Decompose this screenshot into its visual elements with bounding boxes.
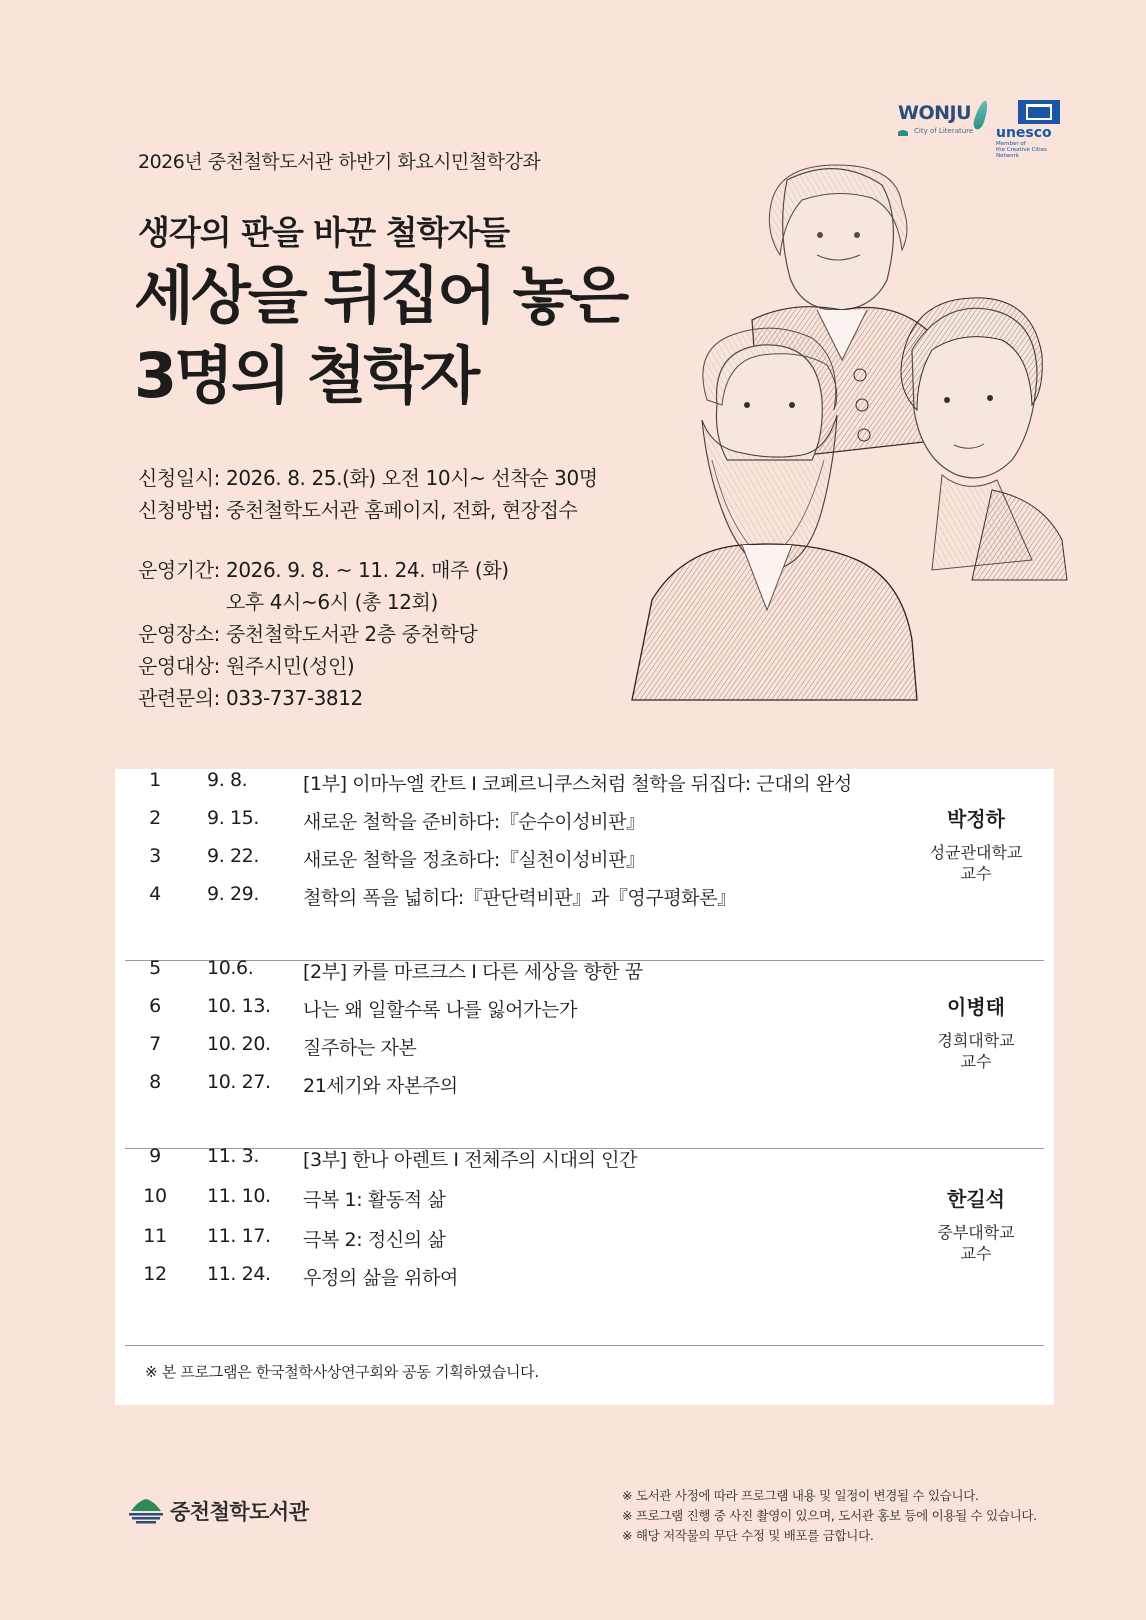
unesco-temple-icon: [1018, 100, 1060, 124]
wonju-logo-tagline: City of Literature: [914, 127, 974, 135]
library-mountain-icon: [128, 1497, 164, 1525]
wonju-logo: [898, 102, 990, 154]
info-block: [138, 462, 598, 714]
session-number: 2: [149, 807, 161, 829]
main-title-line-2: 3명의 철학자: [134, 339, 478, 412]
unesco-logo-text: unesco: [996, 125, 1052, 141]
lecturer-title: 교수: [960, 1052, 992, 1071]
session-topic: 철학의 폭을 넓히다:『판단력비판』과『영구평화론』: [303, 887, 736, 909]
lecturer-info: [885, 803, 1067, 884]
notice-line: ※ 도서관 사정에 따라 프로그램 내용 및 일정이 변경될 수 있습니다.: [622, 1488, 979, 1503]
philosophers-portrait-illustration: [612, 160, 1082, 720]
info-value: 033-737-3812: [226, 686, 363, 710]
session-date: 11. 17.: [207, 1225, 271, 1247]
arendt-portrait: [901, 298, 1067, 580]
session-number: 12: [143, 1263, 167, 1285]
session-number: 5: [149, 957, 161, 979]
section-divider: [125, 1345, 1044, 1346]
library-logo: [128, 1496, 309, 1526]
book-icon: [898, 128, 908, 136]
lecturer-name: 이병태: [947, 995, 1005, 1019]
subtitle: 생각의 판을 바꾼 철학자들: [138, 213, 510, 252]
info-value: 원주시민(성인): [226, 654, 355, 678]
program-note: ※ 본 프로그램은 한국철학사상연구회와 공동 기획하였습니다.: [145, 1363, 539, 1381]
main-title: [134, 256, 626, 416]
unesco-logo: [996, 100, 1060, 158]
info-contact: [138, 682, 598, 714]
main-title-line-1: 세상을 뒤집어 놓은: [134, 259, 627, 332]
session-topic: 극복 2: 정신의 삶: [303, 1229, 446, 1251]
lecturer-title: 교수: [960, 1244, 992, 1263]
lecturer-title: 교수: [960, 864, 992, 883]
lecturer-info: [885, 991, 1067, 1072]
info-value: 2026. 8. 25.(화) 오전 10시~ 선착순 30명: [226, 466, 598, 490]
session-topic: [1부] 이마누엘 칸트 I 코페르니쿠스처럼 철학을 뒤집다: 근대의 완성: [303, 773, 852, 795]
session-topic: 새로운 철학을 정초하다:『실천이성비판』: [303, 849, 645, 871]
session-date: 11. 10.: [207, 1185, 271, 1207]
session-number: 7: [149, 1033, 161, 1055]
lecturer-name: 한길석: [947, 1187, 1005, 1211]
session-date: 9. 15.: [207, 807, 259, 829]
session-date: 9. 8.: [207, 769, 248, 791]
session-topic: 우정의 삶을 위하여: [303, 1267, 458, 1289]
session-date: 11. 3.: [207, 1145, 259, 1167]
notice-line: ※ 프로그램 진행 중 사진 촬영이 있으며, 도서관 홍보 등에 이용될 수 있습니다.: [622, 1508, 1037, 1523]
info-apply-date: [138, 462, 598, 494]
notice-line: ※ 해당 저작물의 무단 수정 및 배포를 금합니다.: [622, 1528, 874, 1543]
session-number: 11: [143, 1225, 167, 1247]
session-topic: [3부] 한나 아렌트 I 전체주의 시대의 인간: [303, 1149, 638, 1171]
info-value: 중천철학도서관 2층 중천학당: [226, 622, 478, 646]
info-value: 2026. 9. 8. ~ 11. 24. 매주 (화): [226, 558, 509, 582]
session-number: 10: [143, 1185, 167, 1207]
session-date: 10.6.: [207, 957, 254, 979]
session-number: 1: [149, 769, 161, 791]
session-topic: 21세기와 자본주의: [303, 1075, 458, 1097]
session-number: 4: [149, 883, 161, 905]
unesco-member-line-1: Member of: [996, 141, 1026, 147]
session-date: 10. 13.: [207, 995, 271, 1017]
schedule-section-1: [115, 769, 1054, 929]
info-label: 운영대상:: [138, 654, 221, 678]
info-period-time: [138, 586, 598, 618]
lecturer-affiliation: 경희대학교: [937, 1031, 1015, 1050]
info-target: [138, 650, 598, 682]
session-date: 11. 24.: [207, 1263, 271, 1285]
schedule-section-2: [115, 957, 1054, 1117]
session-topic: 질주하는 자본: [303, 1037, 417, 1059]
session-date: 10. 27.: [207, 1071, 271, 1093]
info-venue: [138, 618, 598, 650]
info-label: 신청일시:: [138, 466, 221, 490]
session-topic: [2부] 카를 마르크스 I 다른 세상을 향한 꿈: [303, 961, 643, 983]
session-topic: 나는 왜 일할수록 나를 잃어가는가: [303, 999, 577, 1021]
session-number: 6: [149, 995, 161, 1017]
session-number: 8: [149, 1071, 161, 1093]
session-topic: 극복 1: 활동적 삶: [303, 1189, 446, 1211]
lecturer-name: 박정하: [947, 807, 1005, 831]
session-date: 9. 22.: [207, 845, 259, 867]
session-date: 10. 20.: [207, 1033, 271, 1055]
info-value: 오후 4시~6시 (총 12회): [226, 590, 438, 614]
info-apply-method: [138, 494, 598, 526]
info-period: [138, 554, 598, 586]
lecturer-affiliation: 중부대학교: [937, 1223, 1015, 1242]
schedule-table: [115, 769, 1054, 1405]
unesco-member-line-2: the Creative Cities Network: [996, 147, 1047, 159]
info-label: 운영기간:: [138, 558, 221, 582]
info-label: 관련문의:: [138, 686, 221, 710]
session-number: 3: [149, 845, 161, 867]
info-label: 신청방법:: [138, 498, 221, 522]
lecturer-info: [885, 1183, 1067, 1264]
library-name: 중천철학도서관: [170, 1500, 309, 1524]
footer-notices: [622, 1486, 1037, 1546]
info-label: 운영장소:: [138, 622, 221, 646]
info-value: 중천철학도서관 홈페이지, 전화, 현장접수: [226, 498, 578, 522]
lecturer-affiliation: 성균관대학교: [929, 843, 1023, 862]
series-title: 2026년 중천철학도서관 하반기 화요시민철학강좌: [138, 151, 541, 173]
schedule-section-3: [115, 1145, 1054, 1305]
session-date: 9. 29.: [207, 883, 259, 905]
session-topic: 새로운 철학을 준비하다:『순수이성비판』: [303, 811, 645, 833]
session-number: 9: [149, 1145, 161, 1167]
wonju-logo-text: WONJU: [898, 102, 972, 124]
